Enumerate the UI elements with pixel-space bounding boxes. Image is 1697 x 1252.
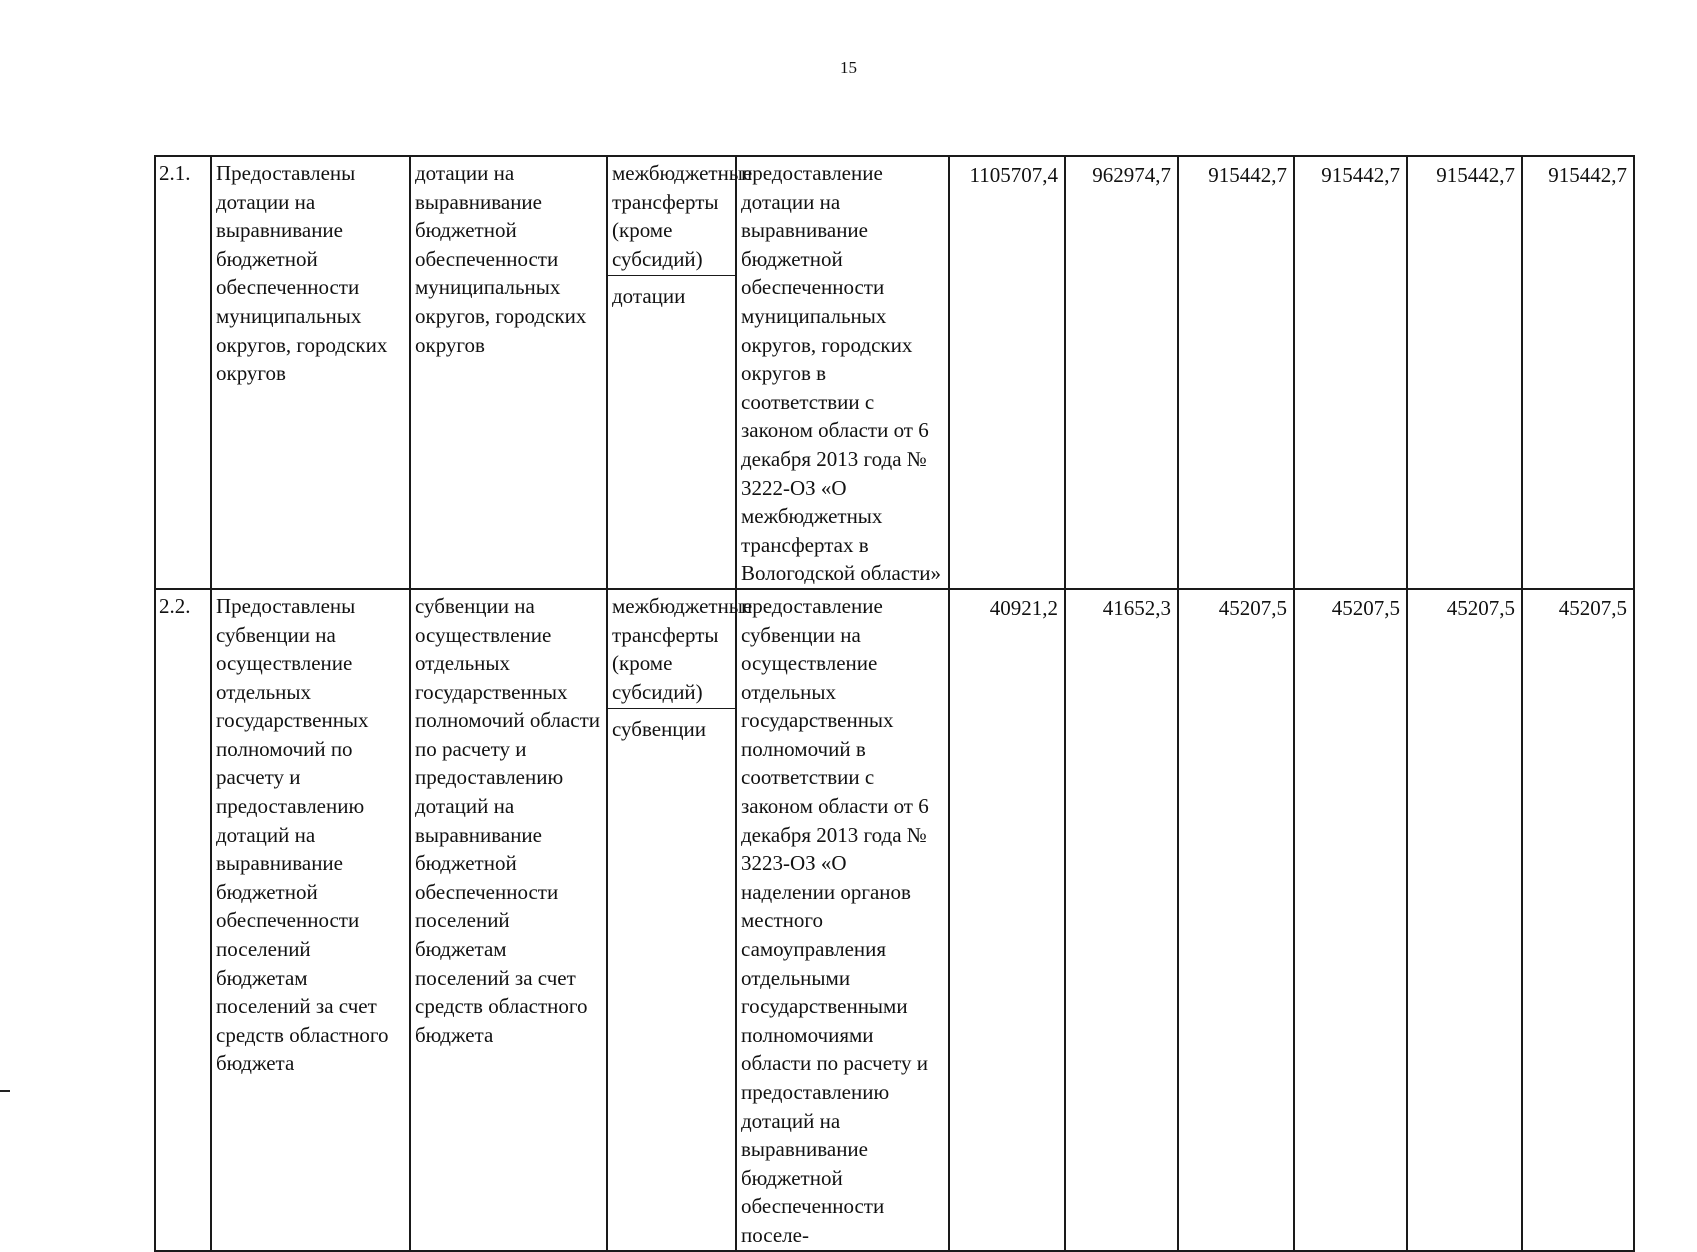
transfer-type-bottom: дотации [612,284,686,309]
transfer-type-bottom: субвенции [612,717,707,742]
purpose-cell: дотации на выравнивание бюджетной обеспеченности муниципальных округов, городских округов [410,156,607,589]
value-cell: 45207,5 [1522,589,1634,1251]
value-cell: 962974,7 [1065,156,1178,589]
value-cell: 45207,5 [1407,589,1522,1251]
measure-cell: Предоставлены дотации на выравнивание бюджетной обеспеченности муниципальных округов, городских округов [211,156,410,589]
transfer-type-cell [607,156,753,589]
measure-cell: Предоставлены субвенции на осуществление отдельных государственных полномочий по расчету и предоставлению дотаций на выравнивание бюджетной обеспеченности поселений бюджетам поселений за счет средств областного бюджета [211,589,410,1251]
transfer-type-cell [607,589,753,1251]
value-cell: 915442,7 [1407,156,1522,589]
value-cell: 40921,2 [949,589,1065,1251]
transfer-type-top: межбюджетные трансферты (кроме субсидий) [608,157,735,276]
page-number: 15 [840,58,857,77]
value-cell: 915442,7 [1294,156,1407,589]
table-row [155,156,1634,589]
value-cell: 915442,7 [1522,156,1634,589]
margin-mark [0,1090,10,1092]
value-cell: 1105707,4 [949,156,1065,589]
purpose-cell: субвенции на осуществление отдельных государственных полномочий области по расчету и предоставлению дотаций на выравнивание бюджетной обеспеченности поселений бюджетам поселений за счет средств областного бюджета [410,589,607,1251]
value-cell: 41652,3 [1065,589,1178,1251]
description-cell: предоставление дотации на выравнивание бюджетной обеспеченности муниципальных округов, городских округов в соответствии с законом области от 6 декабря 2013 года № 3222-ОЗ «О межбюджетных трансфертах в Вологодской области» [736,156,949,589]
value-cell: 915442,7 [1178,156,1294,589]
description-cell: предоставление субвенции на осуществление отдельных государственных полномочий в соответствии с законом области от 6 декабря 2013 года № 3223-ОЗ «О наделении органов местного самоуправления отдельными государственными полномочиями области по расчету и предоставлению дотаций на выравнивание бюджетной обеспеченности поселе- [736,589,949,1251]
value-cell: 45207,5 [1178,589,1294,1251]
table-row [155,589,1634,1251]
budget-table [154,155,1635,1252]
transfer-type-top: межбюджетные трансферты (кроме субсидий) [608,590,735,709]
value-cell: 45207,5 [1294,589,1407,1251]
row-number: 2.1. [155,156,211,589]
row-number: 2.2. [155,589,211,1251]
